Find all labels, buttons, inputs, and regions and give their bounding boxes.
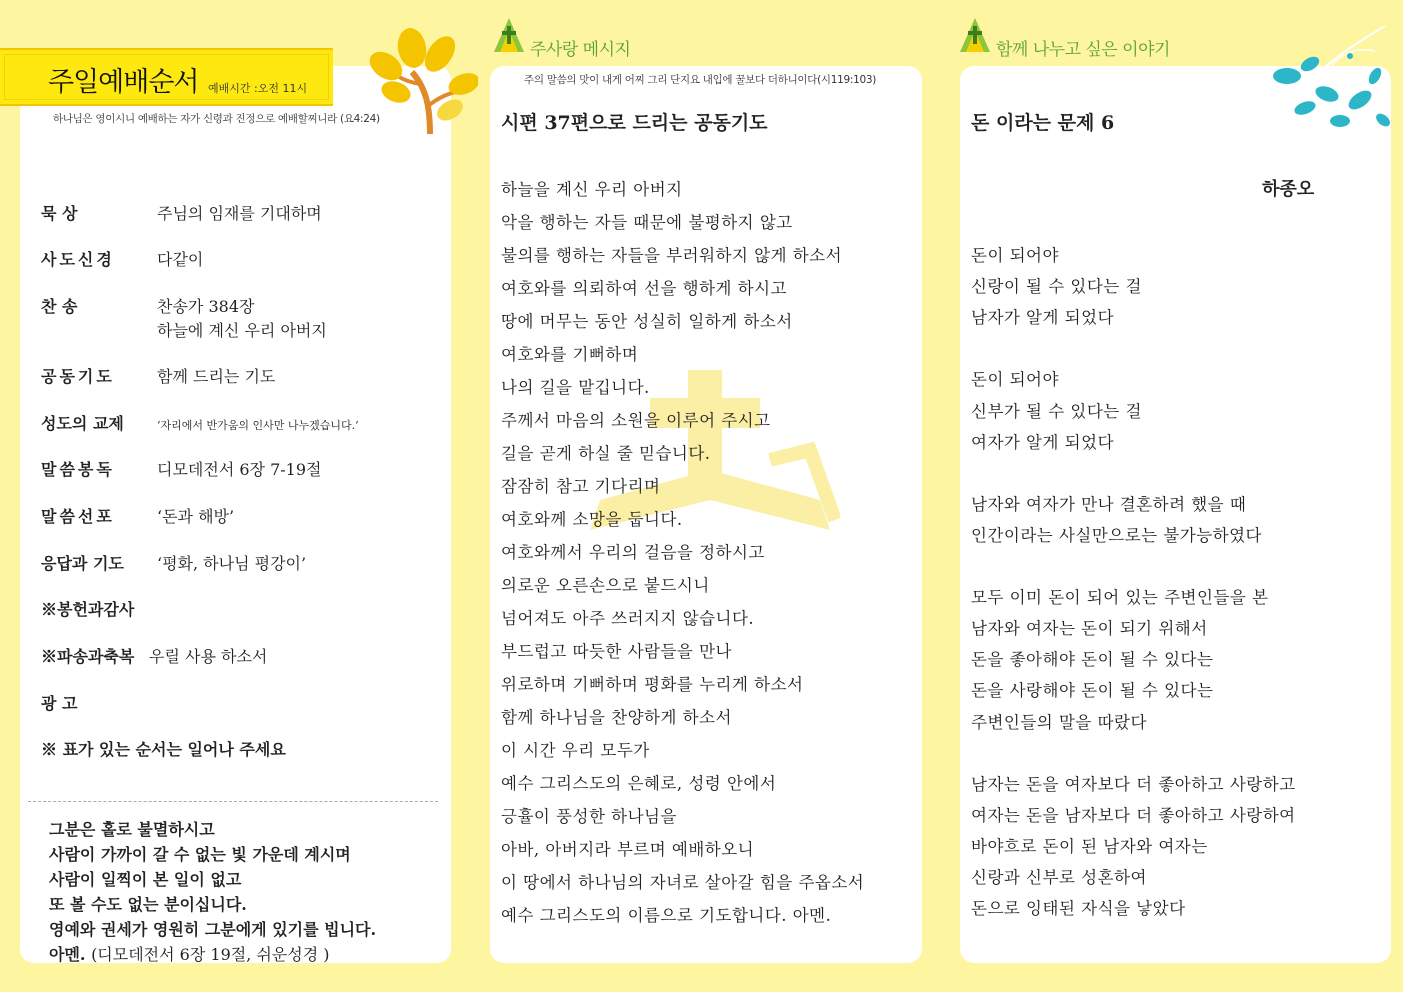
prayer-line: 의로운 오른손으로 붙드시니 — [501, 576, 710, 595]
author-name: 하종오 — [1262, 179, 1315, 200]
prayer-line: 주께서 마음의 소원을 이루어 주시고 — [501, 411, 771, 430]
prayer-line: 길을 곧게 하실 줄 믿습니다. — [501, 444, 711, 463]
poem-line: 남자와 여자는 돈이 되기 위해서 — [971, 619, 1208, 639]
story-title: 돈 이라는 문제 6 — [971, 112, 1115, 134]
prayer-line: 땅에 머무는 동안 성실히 일하게 하소서 — [501, 312, 793, 331]
order-item: ※봉헌과감사 — [41, 600, 135, 619]
prayer-line: 부드럽고 따듯한 사람들을 만나 — [501, 642, 732, 661]
tree-icon — [368, 26, 478, 134]
church-cross-icon — [958, 14, 992, 52]
poem-line: 인간이라는 사실만으로는 불가능하였다 — [971, 525, 1262, 545]
prayer-line: 불의를 행하는 자들을 부러워하지 않게 하소서 — [501, 246, 843, 265]
prayer-line: 여호와께서 우리의 걸음을 정하시고 — [501, 543, 765, 562]
message-verse: 주의 말씀의 맛이 내게 어찌 그리 단지요 내입에 꿀보다 더하니이다(시119:103) — [524, 74, 877, 86]
order-item: 묵 상 주님의 임재를 기대하며 — [41, 204, 322, 223]
benediction-line: 사람이 일찍이 본 일이 없고 — [49, 870, 242, 889]
order-item: 공동기도 함께 드리는 기도 — [41, 367, 276, 386]
section-header: 함께 나누고 싶은 이야기 — [996, 40, 1170, 60]
prayer-line: 이 시간 우리 모두가 — [501, 741, 650, 760]
prayer-line: 예수 그리스도의 이름으로 기도합니다. 아멘. — [501, 906, 832, 925]
poem-line: 신랑이 될 수 있다는 걸 — [971, 277, 1142, 297]
section-header: 주사랑 메시지 — [530, 40, 631, 60]
benediction-line: 또 볼 수도 없는 분이십니다. — [49, 895, 247, 914]
poem-line: 바야흐로 돈이 된 남자와 여자는 — [971, 836, 1208, 856]
poem-line: 주변인들의 말을 따랐다 — [971, 712, 1147, 732]
benediction-line: 사람이 가까이 갈 수 없는 빛 가운데 계시며 — [49, 845, 351, 864]
prayer-line: 긍휼이 풍성한 하나님을 — [501, 807, 677, 826]
poem-line: 남자는 돈을 여자보다 더 좋아하고 사랑하고 — [971, 774, 1296, 794]
prayer-line: 악을 행하는 자들 때문에 불평하지 않고 — [501, 213, 793, 232]
prayer-line: 위로하며 기뻐하며 평화를 누리게 하소서 — [501, 675, 804, 694]
service-time: 예배시간 :오전 11시 — [208, 82, 308, 95]
prayer-line: 나의 길을 맡깁니다. — [501, 378, 650, 397]
benediction-line: 영예와 권세가 영원히 그분에게 있기를 빕니다. — [49, 920, 377, 939]
order-item: 찬 송 찬송가 384장 — [41, 297, 255, 316]
prayer-line: 예수 그리스도의 은혜로, 성령 안에서 — [501, 774, 777, 793]
poem-line: 모두 이미 돈이 되어 있는 주변인들을 본 — [971, 588, 1269, 608]
order-item: 성도의 교제 ‘자리에서 반가움의 인사만 나누겠습니다.’ — [41, 414, 359, 433]
order-item: 말씀선포 ‘돈과 해방’ — [41, 507, 235, 526]
worship-verse: 하나님은 영이시니 예배하는 자가 신령과 진정으로 예배할찌니라 (요4:24) — [53, 113, 380, 125]
prayer-line: 여호와를 의뢰하여 선을 행하게 하시고 — [501, 279, 788, 298]
prayer-line: 하늘을 계신 우리 아버지 — [501, 180, 683, 199]
page-title: 주일예배순서 — [48, 67, 199, 98]
order-item: 말씀봉독 디모데전서 6장 7-19절 — [41, 460, 322, 479]
poem-line: 돈으로 잉태된 자식을 낳았다 — [971, 899, 1186, 919]
prayer-line: 넘어져도 아주 쓰러지지 않습니다. — [501, 609, 755, 628]
benediction-line: 그분은 홀로 불멸하시고 — [49, 820, 215, 839]
order-item: 사도신경 다같이 — [41, 250, 204, 269]
prayer-line: 이 땅에서 하나님의 자녀로 살아갈 힘을 주옵소서 — [501, 873, 865, 892]
poem-line: 돈을 좋아해야 돈이 될 수 있다는 — [971, 650, 1214, 670]
poem-line: 돈이 되어야 — [971, 370, 1059, 390]
order-item: 응답과 기도 ‘평화, 하나님 평강이’ — [41, 554, 307, 573]
prayer-line: 여호와를 기뻐하며 — [501, 345, 639, 364]
prayer-title: 시편 37편으로 드리는 공동기도 — [501, 112, 768, 134]
floral-ornament-icon — [1265, 16, 1400, 134]
order-item: 광 고 — [41, 694, 78, 713]
poem-line: 돈을 사랑해야 돈이 될 수 있다는 — [971, 681, 1214, 701]
prayer-line: 여호와께 소망을 둡니다. — [501, 510, 683, 529]
divider — [28, 801, 438, 802]
prayer-line: 아바, 아버지라 부르며 예배하오니 — [501, 840, 755, 859]
church-cross-icon — [492, 14, 526, 52]
standing-note: ※ 표가 있는 순서는 일어나 주세요 — [41, 740, 286, 759]
poem-line: 남자와 여자가 만나 결혼하려 했을 때 — [971, 494, 1247, 514]
poem-line: 신부가 될 수 있다는 걸 — [971, 401, 1142, 421]
benediction-amen: 아멘. (디모데전서 6장 19절, 쉬운성경 ) — [49, 945, 330, 964]
prayer-line: 잠잠히 참고 기다리며 — [501, 477, 661, 496]
poem-line: 여자는 돈을 남자보다 더 좋아하고 사랑하여 — [971, 805, 1296, 825]
order-item: ※파송과축복 우릴 사용 하소서 — [41, 647, 268, 666]
poem-line: 신랑과 신부로 성혼하여 — [971, 868, 1147, 887]
poem-line: 돈이 되어야 — [971, 246, 1059, 265]
prayer-line: 함께 하나님을 찬양하게 하소서 — [501, 708, 732, 727]
poem-line: 남자가 알게 되었다 — [971, 308, 1115, 328]
poem-line: 여자가 알게 되었다 — [971, 432, 1115, 452]
order-item-detail: 하늘에 계신 우리 아버지 — [157, 321, 327, 340]
